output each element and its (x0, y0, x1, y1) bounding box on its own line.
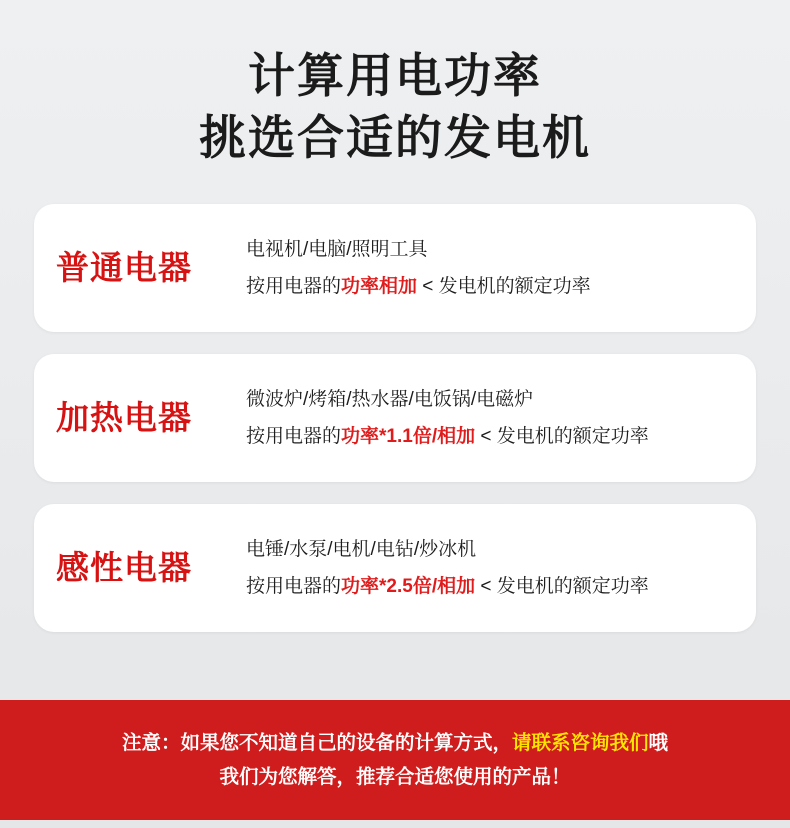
formula-highlight: 功率*2.5倍/相加 (341, 576, 476, 597)
formula-prefix: 按用电器的 (246, 576, 342, 597)
formula-suffix: < 发电机的额定功率 (417, 276, 591, 297)
formula-row (246, 270, 730, 303)
device-list: 微波炉/烤箱/热水器/电饭锅/电磁炉 (246, 389, 534, 410)
category-title: 感性电器 (56, 549, 192, 586)
formula-suffix: < 发电机的额定功率 (475, 576, 649, 597)
notice-line-1 (122, 726, 668, 760)
page-title (0, 0, 790, 166)
category-body (246, 233, 730, 303)
formula-highlight: 功率相加 (341, 276, 418, 297)
formula-row (246, 570, 730, 603)
category-body (246, 533, 730, 603)
notice-banner (0, 700, 790, 820)
notice-prefix: 注意：如果您不知道自己的设备的计算方式， (121, 732, 512, 754)
device-list: 电视机/电脑/照明工具 (246, 239, 428, 260)
category-body (246, 383, 730, 453)
title-line-2: 挑选合适的发电机 (199, 111, 591, 164)
category-card (34, 204, 756, 332)
notice-line-2: 我们为您解答，推荐合适您使用的产品！ (219, 766, 571, 788)
device-list: 电锤/水泵/电机/电钻/炒冰机 (246, 539, 477, 560)
category-card (34, 504, 756, 632)
formula-suffix: < 发电机的额定功率 (475, 426, 649, 447)
formula-prefix: 按用电器的 (246, 426, 342, 447)
formula-row (246, 420, 730, 453)
bottom-strip (0, 820, 790, 828)
title-line-1: 计算用电功率 (248, 49, 542, 102)
category-title: 加热电器 (56, 399, 192, 436)
category-card (34, 354, 756, 482)
category-title: 普通电器 (56, 249, 192, 286)
formula-highlight: 功率*1.1倍/相加 (341, 426, 476, 447)
notice-contact-link[interactable]: 请联系咨询我们 (511, 732, 649, 754)
notice-suffix: 哦 (648, 732, 669, 754)
category-card-list (0, 204, 790, 632)
formula-prefix: 按用电器的 (246, 276, 342, 297)
